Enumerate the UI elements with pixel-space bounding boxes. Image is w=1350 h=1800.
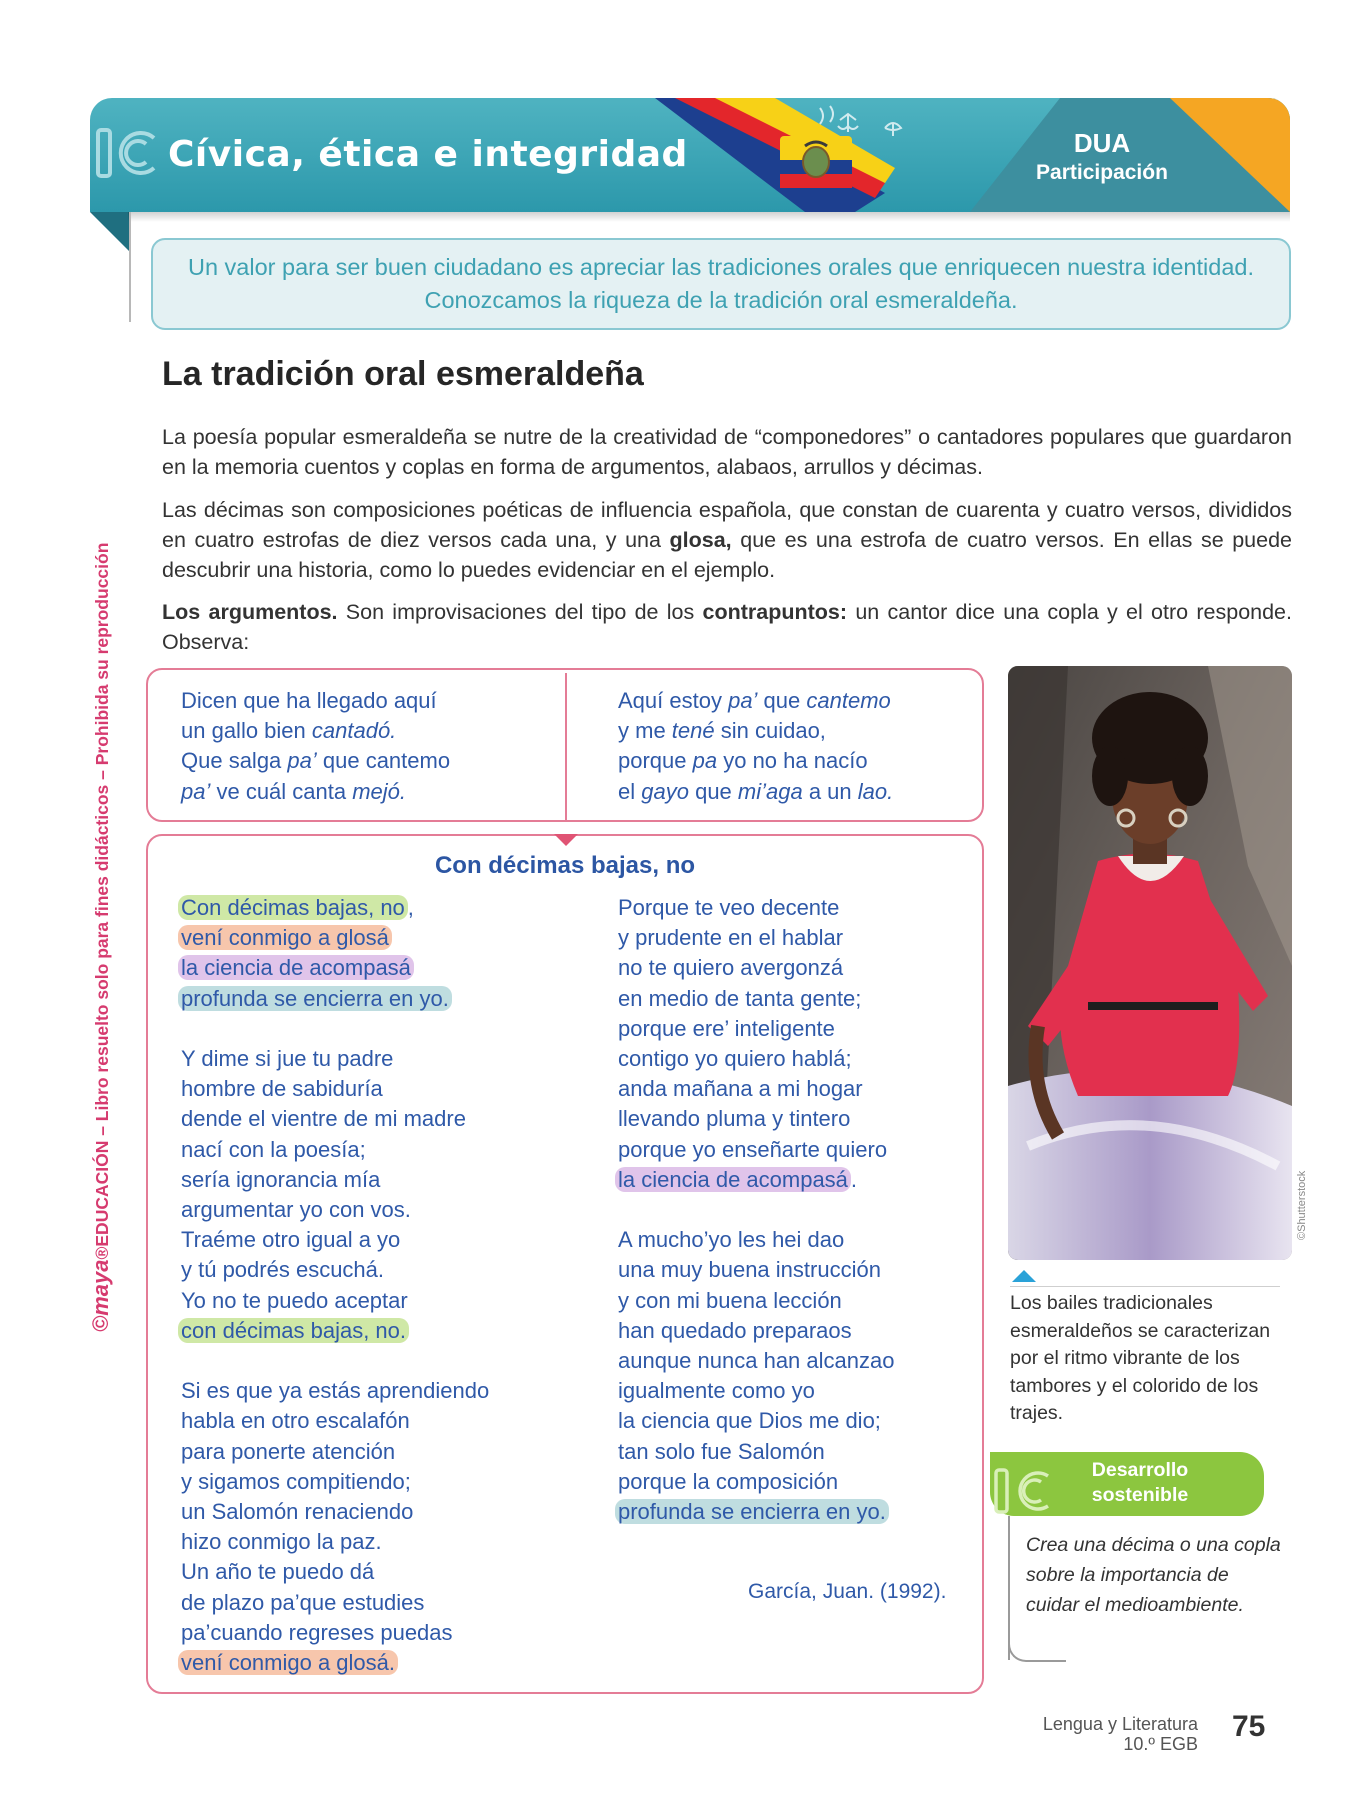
verse-line [181, 1316, 489, 1346]
verse-text: . [850, 1166, 858, 1192]
paragraph-2 [162, 495, 1292, 585]
highlight-purple: la ciencia de acompasá [178, 955, 414, 980]
verse-line: anda mañana a mi hogar [618, 1076, 863, 1102]
photo-caption: Los bailes tradicionales esmeraldeños se caracterizan por el ritmo vibrante de los tambores y el colorido de los trajes. [1010, 1292, 1271, 1424]
verse-line [618, 1165, 894, 1195]
stanza-4 [618, 1225, 894, 1527]
copla-left [181, 686, 450, 807]
caption-pointer-icon [1012, 1270, 1036, 1282]
verse-line: aunque nunca han alcanzao [618, 1348, 895, 1374]
copla-right [618, 686, 893, 807]
verse-line: habla en otro escalafón [181, 1408, 410, 1434]
verse-text: y me [618, 718, 672, 744]
verse-italic: pa’ [728, 688, 758, 713]
paragraph-3-bold-1: Los argumentos. [162, 600, 338, 624]
verse-line: Traéme otro igual a yo [181, 1227, 401, 1253]
paragraph-3-text-1: Son improvisaciones del tipo de los [337, 600, 703, 624]
verse-text: ve cuál canta [210, 778, 353, 804]
highlight-blue: profunda se encierra en yo. [178, 986, 452, 1011]
ic-logo-icon [94, 126, 160, 180]
paragraph-2-text-b: que es una estrofa de cuatro versos. En ellas se puede descubrir una historia, como lo puedes evidenciar en el ejemplo. [162, 528, 1292, 582]
verse-text: que [688, 778, 738, 804]
highlight-purple: la ciencia de acompasá [615, 1167, 851, 1192]
side-rule [129, 212, 131, 322]
verse-line [181, 984, 489, 1014]
stanza-1 [181, 1044, 489, 1346]
verse-italic: mi’aga [737, 778, 803, 804]
verse-line: Yo no te puedo aceptar [181, 1287, 408, 1313]
sustainable-bracket-corner [1008, 1640, 1066, 1662]
intro-line-2: Conozcamos la riqueza de la tradición oral esmeraldeña. [424, 287, 1018, 313]
dua-subtitle: Participación [1036, 161, 1168, 184]
verse-italic: cantemo [806, 688, 891, 713]
citation: García, Juan. (1992). [748, 1580, 947, 1603]
page-title: La tradición oral esmeraldeña [162, 355, 644, 393]
sustainable-bracket-line [1008, 1516, 1010, 1660]
banner-title: Cívica, ética e integridad [168, 134, 688, 175]
stanza-2 [181, 1376, 489, 1678]
verse-line: porque yo enseñarte quiero [618, 1136, 888, 1162]
verse-line: la ciencia que Dios me dio; [618, 1408, 881, 1434]
verse-italic: pa’ [181, 778, 211, 804]
verse-line: y sigamos compitiendo; [181, 1468, 411, 1494]
section-banner [90, 98, 1290, 212]
footer-subject-name: Lengua y Literatura [1042, 1714, 1198, 1734]
page-number: 75 [1232, 1710, 1266, 1743]
footer-grade: 10.º EGB [1123, 1734, 1198, 1754]
decimas-left-column [181, 893, 489, 1678]
verse-line: un Salomón renaciendo [181, 1499, 414, 1525]
dua-label [1012, 128, 1192, 185]
brand-name: ©maya [88, 1259, 113, 1332]
copyright-text: ®EDUCACIÓN – Libro resuelto solo para fines didácticos – Prohibida su reproducción [92, 542, 112, 1260]
verse-line: una muy buena instrucción [618, 1257, 881, 1283]
paragraph-3-text-2: un cantor dice una copla y el otro responde. Observa: [162, 600, 1292, 654]
banner-shadow [128, 212, 1290, 222]
verse-line: y prudente en el hablar [618, 925, 844, 951]
verse-italic: lao. [857, 778, 894, 804]
ic-logo-icon [992, 1466, 1054, 1516]
verse-line: para ponerte atención [181, 1438, 396, 1464]
decimas-title: Con décimas bajas, no [434, 852, 696, 879]
verse-text: que [757, 688, 807, 713]
verse-line: hizo conmigo la paz. [181, 1529, 382, 1555]
verse-italic: pa’ [287, 748, 317, 774]
glosa-stanza [181, 893, 489, 1014]
verse-text: porque [618, 748, 693, 774]
sustainable-title-line-1: Desarrollo [1091, 1459, 1189, 1481]
paragraph-3-bold-2: contrapuntos: [702, 600, 848, 624]
verse-italic: tené [671, 718, 715, 744]
verse-line: dende el vientre de mi madre [181, 1106, 466, 1132]
verse-italic: cantadó. [311, 718, 397, 744]
caption-rule [1010, 1286, 1280, 1287]
sustainable-activity: Crea una décima o una copla sobre la importancia de cuidar el medioambiente. [1026, 1534, 1281, 1616]
verse-line: en medio de tanta gente; [618, 985, 862, 1011]
verse-line: porque ere’ inteligente [618, 1015, 835, 1041]
verse-line [618, 1497, 894, 1527]
highlight-green: Con décimas bajas, no [178, 895, 408, 920]
verse-line: hombre de sabiduría [181, 1076, 383, 1102]
verse-line [181, 746, 450, 776]
verse-line: y con mi buena lección [618, 1287, 842, 1313]
verse-text: yo no ha nacío [717, 748, 868, 774]
verse-line: igualmente como yo [618, 1378, 815, 1404]
sustainable-title [1060, 1458, 1220, 1508]
verse-line: han quedado preparaos [618, 1317, 852, 1343]
verse-line: Porque te veo decente [618, 895, 840, 920]
verse-line [181, 716, 450, 746]
verse-line [618, 686, 893, 716]
verse-line [618, 777, 893, 807]
verse-text: a un [802, 778, 858, 804]
verse-italic: mejó. [352, 778, 407, 804]
paragraph-3 [162, 597, 1292, 657]
verse-line: Un año te puedo dá [181, 1559, 375, 1585]
paragraph-2-bold: glosa, [669, 528, 732, 552]
verse-line: argumentar yo con vos. [181, 1197, 411, 1223]
footer-subject [1012, 1714, 1198, 1754]
highlight-orange: vení conmigo a glosá [178, 925, 392, 950]
verse-text: sin cuidao, [714, 718, 826, 744]
verse-line: pa’cuando regreses puedas [181, 1619, 453, 1645]
dua-title: DUA [1073, 128, 1131, 158]
highlight-orange: vení conmigo a glosá. [178, 1650, 398, 1675]
photo-credit: ©Shutterstock [1296, 1170, 1308, 1240]
verse-line [181, 777, 450, 807]
verse-text: , [407, 895, 414, 920]
verse-line: y tú podrés escuchá. [181, 1257, 385, 1283]
verse-line: de plazo pa’que estudies [181, 1589, 425, 1615]
verse-text: el [618, 778, 642, 804]
verse-italic: gayo [641, 778, 689, 804]
verse-line [618, 746, 893, 776]
verse-line: sería ignorancia mía [181, 1166, 381, 1192]
highlight-green: con décimas bajas, no. [178, 1318, 409, 1343]
sustainable-title-line-2: sostenible [1091, 1484, 1189, 1506]
banner-fold [90, 212, 130, 252]
intro-line-1: Un valor para ser buen ciudadano es apreciar las tradiciones orales que enriquecen nuestra identidad. [187, 254, 1254, 280]
verse-text: Aquí estoy [618, 688, 729, 713]
verse-text: Que salga [181, 748, 288, 774]
verse-line [181, 893, 489, 923]
highlight-blue: profunda se encierra en yo. [615, 1499, 889, 1524]
stanza-3 [618, 893, 894, 1195]
verse-line [181, 923, 489, 953]
verse-line: no te quiero avergonzá [618, 955, 844, 981]
decimas-right-column [618, 893, 894, 1527]
ecuador-flag-ribbon-icon [655, 98, 955, 212]
verse-line: contigo yo quiero hablá; [618, 1046, 852, 1072]
copla-divider [565, 673, 567, 820]
verse-line: nací con la poesía; [181, 1136, 366, 1162]
verse-text: un gallo bien [181, 718, 312, 744]
verse-line [181, 953, 489, 983]
copyright-vertical [88, 543, 114, 1332]
verse-text: que cantemo [316, 748, 451, 774]
verse-italic: pa [692, 748, 718, 774]
paragraph-1: La poesía popular esmeraldeña se nutre de la creatividad de “componedores” o cantadores populares que guardaron en la memoria cuentos y coplas en forma de argumentos, alabaos, arrullos y décimas. [162, 425, 1292, 479]
verse-line: porque la composición [618, 1468, 839, 1494]
verse-line: A mucho’yo les hei dao [618, 1227, 845, 1253]
verse-line: Dicen que ha llegado aquí [181, 688, 437, 713]
verse-line: Si es que ya estás aprendiendo [181, 1378, 490, 1404]
verse-line [181, 1648, 489, 1678]
verse-line: llevando pluma y tintero [618, 1106, 851, 1132]
verse-line: tan solo fue Salomón [618, 1438, 825, 1464]
paragraph-2-text-a: Las décimas son composiciones poéticas de influencia española, que constan de cuarenta y cuatro versos, divididos en cuatro estrofas de diez versos cada una, y una [162, 498, 1292, 552]
intro-box [151, 238, 1291, 330]
verse-line [618, 716, 893, 746]
dancer-photo [1008, 666, 1292, 1260]
verse-line: Y dime si jue tu padre [181, 1046, 394, 1071]
